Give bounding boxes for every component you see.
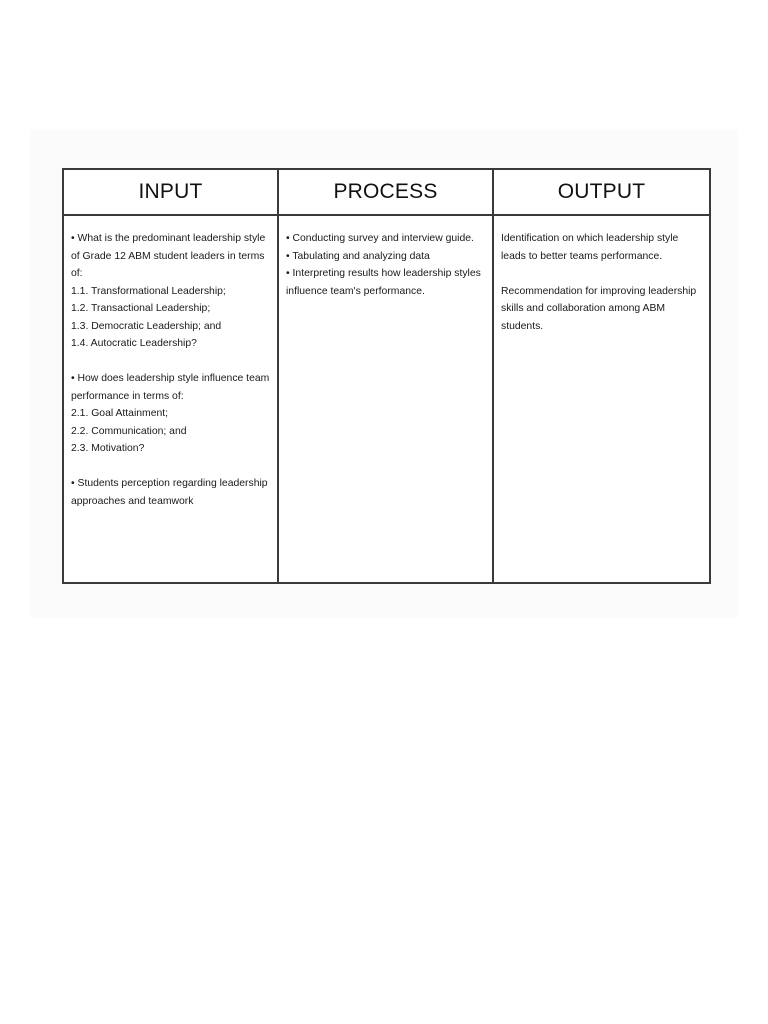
input-block-3 [71, 475, 271, 510]
input-question-1: • What is the predominant leadership style of Grade 12 ABM student leaders in terms of: [71, 233, 269, 279]
process-step-3: • Interpreting results how leadership styles influence team's performance. [286, 268, 484, 297]
input-item-1-4: 1.4. Autocratic Leadership? [71, 338, 197, 349]
process-step-2: • Tabulating and analyzing data [286, 250, 430, 262]
input-header: INPUT [64, 170, 279, 216]
process-column [279, 216, 494, 582]
output-column [494, 216, 709, 582]
input-question-3: • Students perception regarding leadership approaches and teamwork [71, 478, 271, 507]
input-item-2-3: 2.3. Motivation? [71, 443, 145, 454]
output-item-1: Identification on which leadership style leads to better teams performance. [501, 233, 682, 262]
input-item-2-1: 2.1. Goal Attainment; [71, 408, 169, 419]
input-item-2-2: 2.2. Communication; and [71, 425, 187, 437]
output-header: OUTPUT [494, 170, 709, 216]
ipo-table [62, 168, 711, 584]
process-header: PROCESS [279, 170, 494, 216]
input-question-2: • How does leadership style influence team performance in terms of: [71, 373, 273, 402]
input-item-1-1: 1.1. Transformational Leadership; [71, 285, 226, 297]
input-item-1-2: 1.2. Transactional Leadership; [71, 303, 211, 314]
input-column [64, 216, 279, 582]
input-block-1 [71, 230, 271, 353]
input-block-2 [71, 370, 271, 458]
input-item-1-3: 1.3. Democratic Leadership; and [71, 320, 222, 332]
process-step-1: • Conducting survey and interview guide. [286, 233, 474, 244]
output-item-2: Recommendation for improving leadership skills and collaboration among ABM students. [501, 285, 700, 332]
